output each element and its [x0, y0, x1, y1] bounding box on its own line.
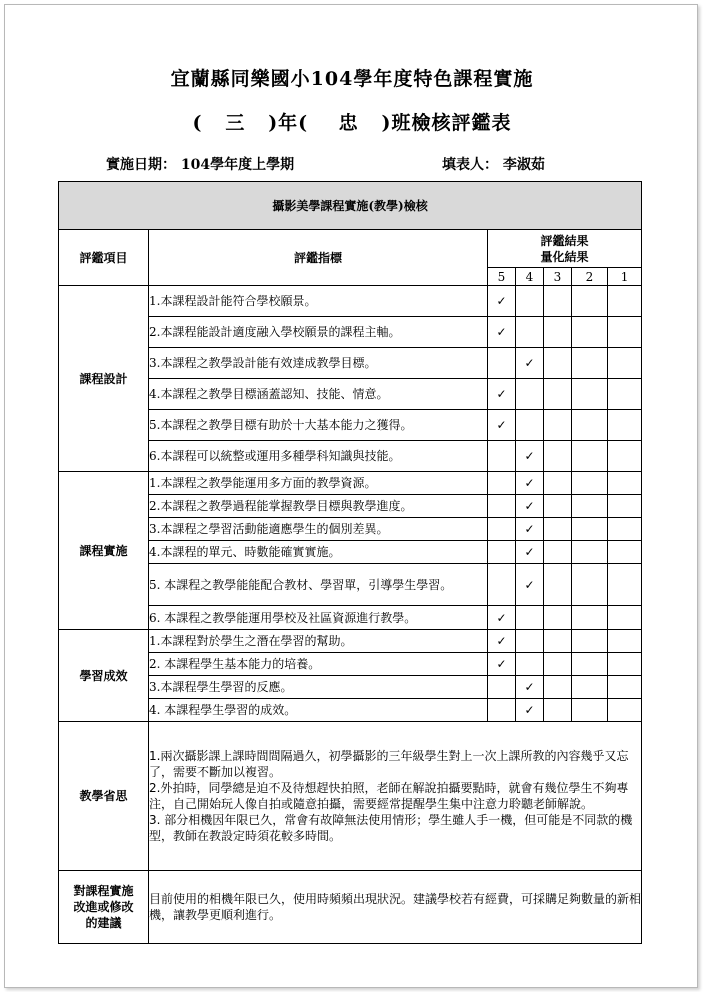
score-cell-4	[516, 606, 544, 630]
suggestion-label-line: 對課程實施	[73, 884, 134, 898]
score-cell-1	[608, 564, 642, 606]
score-cell-5	[488, 317, 516, 348]
score-cell-3	[544, 410, 572, 441]
criterion-text: 3.本課程之學習活動能適應學生的個別差異。	[149, 518, 488, 541]
score-cell-1	[608, 379, 642, 410]
score-cell-1	[608, 472, 642, 495]
criterion-text: 2.本課程之教學過程能掌握教學目標與教學進度。	[149, 495, 488, 518]
check-mark-icon: ✓	[496, 387, 507, 401]
score-cell-5	[488, 676, 516, 699]
check-mark-icon: ✓	[524, 476, 535, 490]
score-cell-3	[544, 630, 572, 653]
score-header: 1	[608, 268, 642, 286]
score-cell-4	[516, 495, 544, 518]
score-cell-5	[488, 518, 516, 541]
criterion-row	[59, 630, 642, 653]
check-mark-icon: ✓	[496, 634, 507, 648]
score-cell-3	[544, 699, 572, 722]
score-cell-5	[488, 606, 516, 630]
score-cell-5	[488, 699, 516, 722]
score-cell-3	[544, 606, 572, 630]
score-header: 5	[488, 268, 516, 286]
score-header: 4	[516, 268, 544, 286]
score-cell-2	[572, 564, 608, 606]
criterion-text: 4.本課程的單元、時數能確實實施。	[149, 541, 488, 564]
score-cell-1	[608, 410, 642, 441]
suggestion-label-line: 改進或修改	[73, 900, 134, 914]
filler-value: 李淑茹	[502, 157, 545, 173]
score-cell-3	[544, 286, 572, 317]
section-title: 攝影美學課程實施(教學)檢核	[59, 182, 642, 230]
score-cell-2	[572, 653, 608, 676]
criterion-text: 1.本課程設計能符合學校願景。	[149, 286, 488, 317]
score-cell-2	[572, 630, 608, 653]
score-cell-1	[608, 630, 642, 653]
score-cell-1	[608, 286, 642, 317]
check-mark-icon: ✓	[496, 294, 507, 308]
criterion-text: 1.本課程之教學能運用多方面的教學資源。	[149, 472, 488, 495]
score-cell-2	[572, 379, 608, 410]
date-label: 實施日期：	[106, 157, 176, 173]
score-cell-1	[608, 676, 642, 699]
criterion-row	[59, 472, 642, 495]
reflection-paragraph: 2.外拍時，同學總是迫不及待想趕快拍照，老師在解說拍攝要點時，就會有幾位學生不夠專注，自己開始玩人像自拍或隨意拍攝，需要經常提醒學生集中注意力聆聽老師解說。	[149, 781, 629, 811]
score-cell-2	[572, 495, 608, 518]
score-cell-3	[544, 317, 572, 348]
score-cell-4	[516, 518, 544, 541]
score-cell-2	[572, 606, 608, 630]
result-label: 評鑑結果	[540, 233, 589, 248]
score-cell-1	[608, 348, 642, 379]
criterion-row	[59, 286, 642, 317]
document-title: 宜蘭縣同樂國小104學年度特色課程實施	[170, 68, 534, 90]
score-cell-5	[488, 564, 516, 606]
col-header-indicator: 評鑑指標	[149, 230, 488, 286]
score-cell-1	[608, 495, 642, 518]
score-cell-1	[608, 606, 642, 630]
score-cell-4	[516, 286, 544, 317]
criterion-text: 3.本課程學生學習的反應。	[149, 676, 488, 699]
filler	[442, 154, 545, 174]
score-cell-5	[488, 630, 516, 653]
criterion-text: 4.本課程之教學目標涵蓋認知、技能、情意。	[149, 379, 488, 410]
col-header-item: 評鑑項目	[59, 230, 149, 286]
score-cell-3	[544, 676, 572, 699]
score-cell-4	[516, 348, 544, 379]
score-cell-4	[516, 541, 544, 564]
implementation-date	[106, 154, 294, 174]
score-cell-2	[572, 676, 608, 699]
criterion-text: 5.本課程之教學目標有助於十大基本能力之獲得。	[149, 410, 488, 441]
score-cell-1	[608, 317, 642, 348]
score-cell-1	[608, 441, 642, 472]
check-mark-icon: ✓	[524, 577, 535, 592]
check-mark-icon: ✓	[524, 449, 535, 463]
score-cell-2	[572, 518, 608, 541]
check-mark-icon: ✓	[524, 522, 535, 536]
score-cell-5	[488, 541, 516, 564]
score-cell-4	[516, 653, 544, 676]
score-cell-3	[544, 541, 572, 564]
reflection-paragraph: 1.兩次攝影課上課時間間隔過久，初學攝影的三年級學生對上一次上課所教的內容幾乎又忘了，需要不斷加以複習。	[149, 749, 629, 779]
check-mark-icon: ✓	[524, 499, 535, 513]
score-cell-2	[572, 541, 608, 564]
score-cell-3	[544, 495, 572, 518]
reflection-label: 教學省思	[59, 722, 149, 871]
suggestion-label	[59, 871, 149, 944]
score-cell-3	[544, 518, 572, 541]
filler-label: 填表人：	[442, 157, 498, 173]
score-cell-1	[608, 699, 642, 722]
check-mark-icon: ✓	[524, 703, 535, 717]
criterion-text: 6. 本課程之教學能運用學校及社區資源進行教學。	[149, 606, 488, 630]
score-cell-2	[572, 441, 608, 472]
score-cell-4	[516, 630, 544, 653]
document-subtitle: ( 三 )年( 忠 )班檢核評鑑表	[192, 112, 512, 134]
check-mark-icon: ✓	[496, 610, 507, 625]
score-cell-4	[516, 317, 544, 348]
check-mark-icon: ✓	[524, 356, 535, 370]
score-cell-5	[488, 653, 516, 676]
score-cell-4	[516, 410, 544, 441]
score-cell-3	[544, 441, 572, 472]
score-cell-2	[572, 410, 608, 441]
score-cell-5	[488, 379, 516, 410]
check-mark-icon: ✓	[496, 418, 507, 432]
score-cell-5	[488, 495, 516, 518]
score-cell-5	[488, 348, 516, 379]
score-cell-4	[516, 379, 544, 410]
evaluation-table	[58, 181, 642, 944]
check-mark-icon: ✓	[524, 545, 535, 559]
quantified-label: 量化結果	[540, 249, 589, 264]
score-cell-3	[544, 653, 572, 676]
check-mark-icon: ✓	[496, 325, 507, 339]
score-cell-3	[544, 379, 572, 410]
score-cell-4	[516, 564, 544, 606]
category-design-group: 課程設計	[59, 286, 149, 472]
score-cell-4	[516, 699, 544, 722]
score-cell-5	[488, 410, 516, 441]
score-cell-4	[516, 472, 544, 495]
check-mark-icon: ✓	[496, 657, 507, 671]
check-mark-icon: ✓	[524, 680, 535, 694]
score-header: 2	[572, 268, 608, 286]
criterion-text: 1.本課程對於學生之潛在學習的幫助。	[149, 630, 488, 653]
criterion-text: 4. 本課程學生學習的成效。	[149, 699, 488, 722]
score-cell-2	[572, 472, 608, 495]
col-header-result	[488, 230, 642, 268]
criterion-text: 2. 本課程學生基本能力的培養。	[149, 653, 488, 676]
score-cell-4	[516, 441, 544, 472]
score-cell-4	[516, 676, 544, 699]
score-cell-1	[608, 518, 642, 541]
suggestion-content: 目前使用的相機年限已久，使用時頻頻出現狀況。建議學校若有經費，可採購足夠數量的新相機，讓教學更順利進行。	[149, 871, 642, 944]
score-cell-2	[572, 286, 608, 317]
score-cell-5	[488, 286, 516, 317]
criterion-text: 6.本課程可以統整或運用多種學科知識與技能。	[149, 441, 488, 472]
score-cell-2	[572, 317, 608, 348]
score-cell-3	[544, 348, 572, 379]
score-cell-1	[608, 653, 642, 676]
category-outcome-group: 學習成效	[59, 630, 149, 722]
score-cell-2	[572, 348, 608, 379]
score-header: 3	[544, 268, 572, 286]
score-cell-5	[488, 472, 516, 495]
score-cell-5	[488, 441, 516, 472]
criterion-text: 3.本課程之教學設計能有效達成教學目標。	[149, 348, 488, 379]
score-cell-2	[572, 699, 608, 722]
reflection-content	[149, 722, 642, 871]
criterion-text: 2.本課程能設計適度融入學校願景的課程主軸。	[149, 317, 488, 348]
reflection-paragraph: 3. 部分相機因年限已久，常會有故障無法使用情形；學生雖人手一機，但可能是不同款的機型，教師在教設定時須花較多時間。	[149, 813, 633, 843]
score-cell-3	[544, 564, 572, 606]
score-cell-3	[544, 472, 572, 495]
date-value: 104學年度上學期	[180, 157, 295, 173]
suggestion-label-line: 的建議	[85, 916, 122, 930]
score-cell-1	[608, 541, 642, 564]
criterion-text: 5. 本課程之教學能能配合教材、學習單，引導學生學習。	[149, 564, 488, 606]
category-implementation-group: 課程實施	[59, 472, 149, 630]
